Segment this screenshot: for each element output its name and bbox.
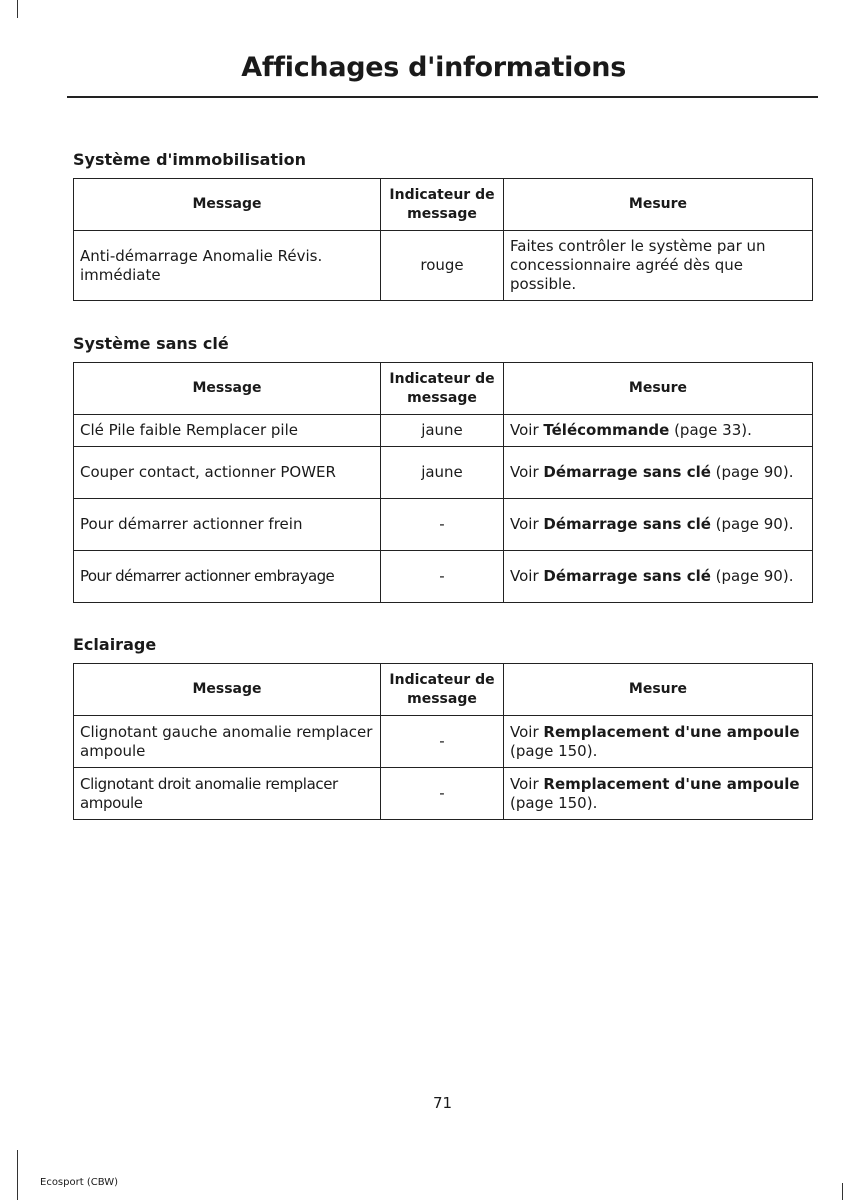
row-message: Anti-démarrage Anomalie Révis. immédiate [74,231,381,301]
header-measure: Mesure [504,179,813,231]
table-header-row [74,179,813,231]
measure-link-text: Démarrage sans clé [543,515,711,533]
table-row [74,551,813,603]
section-immobilisation [73,151,812,301]
section-keyless [73,335,812,603]
row-indicator: - [381,716,504,768]
page-title: Affichages d'informations [241,52,626,83]
row-measure: Faites contrôler le système par un concessionnaire agréé dès que possible. [504,231,813,301]
measure-link-text: Remplacement d'une ampoule [543,774,800,793]
header-indicator: Indicateur de message [381,664,504,716]
row-message: Clé Pile faible Remplacer pile [74,415,381,447]
immobilisation-table [73,178,813,301]
measure-link-text: Remplacement d'une ampoule [543,722,800,741]
row-indicator: - [381,768,504,820]
row-measure: Voir Démarrage sans clé (page 90). [504,447,813,499]
table-header-row [74,363,813,415]
section-heading: Système sans clé [73,334,229,353]
keyless-table [73,362,813,603]
row-indicator: jaune [381,447,504,499]
header-indicator: Indicateur de message [381,363,504,415]
header-message: Message [74,179,381,231]
header-measure: Mesure [504,664,813,716]
row-indicator: - [381,499,504,551]
crop-mark-bottom-right [842,1183,843,1200]
table-header-row [74,664,813,716]
row-measure: Voir Remplacement d'une ampoule (page 150). [504,716,813,768]
section-heading: Eclairage [73,635,157,654]
row-indicator: - [381,551,504,603]
section-lighting [73,636,812,820]
row-measure: Voir Démarrage sans clé (page 90). [504,551,813,603]
row-message: Pour démarrer actionner embrayage [74,551,381,603]
row-measure: Voir Télécommande (page 33). [504,415,813,447]
table-row [74,231,813,301]
measure-link-text: Démarrage sans clé [543,567,711,585]
section-heading: Système d'immobilisation [73,150,306,169]
table-row [74,447,813,499]
header-message: Message [74,664,381,716]
table-row [74,415,813,447]
lighting-table [73,663,813,820]
page-number: 71 [432,1094,453,1112]
measure-link-text: Télécommande [543,421,670,439]
row-measure: Voir Remplacement d'une ampoule (page 150). [504,768,813,820]
row-message: Clignotant gauche anomalie remplacer ampoule [74,716,381,768]
table-row [74,499,813,551]
row-message: Clignotant droit anomalie remplacer ampoule [74,768,381,820]
crop-mark-top-left [17,0,18,18]
row-message: Couper contact, actionner POWER [74,447,381,499]
header-indicator: Indicateur de message [381,179,504,231]
header-measure: Mesure [504,363,813,415]
row-measure: Voir Démarrage sans clé (page 90). [504,499,813,551]
row-message: Pour démarrer actionner frein [74,499,381,551]
crop-mark-bottom-left [17,1150,18,1200]
table-row [74,768,813,820]
header-message: Message [74,363,381,415]
row-indicator: jaune [381,415,504,447]
table-row [74,716,813,768]
footer-model: Ecosport (CBW) [40,1177,118,1188]
row-indicator: rouge [381,231,504,301]
title-divider [67,96,818,98]
measure-link-text: Démarrage sans clé [543,463,711,481]
